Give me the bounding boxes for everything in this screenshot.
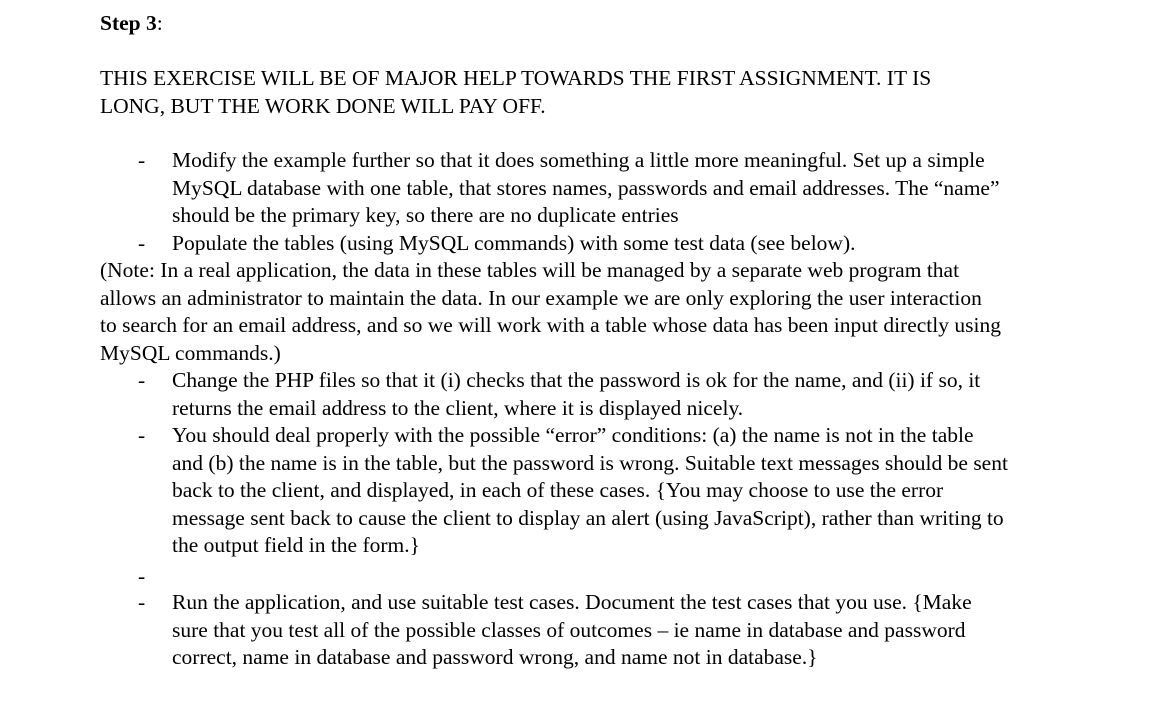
intro-line: THIS EXERCISE WILL BE OF MAJOR HELP TOWARDS THE FIRST ASSIGNMENT. IT IS: [100, 66, 932, 90]
bullet-line: You should deal properly with the possible “error” conditions: (a) the name is not in the table: [172, 423, 974, 447]
bullet-line: Run the application, and use suitable test cases. Document the test cases that you use. {Make: [172, 590, 972, 614]
bullet-text: [172, 230, 1132, 258]
bullet-item: [0, 367, 1162, 422]
bullet-item: [0, 589, 1162, 672]
bullet-item: [0, 147, 1162, 230]
bullet-dash: -: [138, 590, 146, 614]
bullet-line: returns the email address to the client, where it is displayed nicely.: [172, 395, 744, 420]
bullet-dash: -: [138, 230, 146, 255]
bullet-line: correct, name in database and password wrong, and name not in database.}: [172, 645, 818, 669]
note-line: MySQL commands.): [100, 340, 281, 365]
task-block-final: [0, 589, 1162, 672]
task-block-main: [0, 147, 1162, 560]
bullet-line: MySQL database with one table, that stores names, passwords and email addresses. The “name”: [172, 175, 1000, 200]
note-line: (Note: In a real application, the data in these tables will be managed by a separate web program that: [100, 258, 960, 282]
step-heading-label: Step 3: [100, 11, 157, 35]
bullet-dash: -: [138, 368, 146, 392]
bullet-dash: -: [138, 423, 146, 447]
empty-bullet-dash: -: [138, 564, 146, 588]
bullet-line: and (b) the name is in the table, but the password is wrong. Suitable text messages should be sent: [172, 450, 1008, 475]
note-paragraph: [100, 257, 1162, 367]
bullet-dash: -: [138, 148, 146, 172]
bullet-item: [0, 422, 1162, 560]
note-line: allows an administrator to maintain the data. In our example we are only exploring the user interaction: [100, 285, 982, 310]
bullet-line: Change the PHP files so that it (i) checks that the password is ok for the name, and (ii) if so, it: [172, 368, 981, 392]
intro-line: LONG, BUT THE WORK DONE WILL PAY OFF.: [100, 93, 546, 118]
bullet-line: message sent back to cause the client to display an alert (using JavaScript), rather than writing to: [172, 505, 1004, 530]
bullet-item: [0, 230, 1162, 258]
bullet-text: [172, 589, 1132, 672]
bullet-text: [172, 367, 1132, 422]
bullet-text: [172, 147, 1132, 230]
note-line: to search for an email address, and so we will work with a table whose data has been input directly using: [100, 313, 1001, 337]
bullet-text: [172, 422, 1132, 560]
bullet-line: Modify the example further so that it does something a little more meaningful. Set up a simple: [172, 148, 985, 172]
bullet-line: should be the primary key, so there are no duplicate entries: [172, 203, 679, 227]
step-heading-colon: :: [156, 11, 163, 35]
bullet-line: the output field in the form.}: [172, 533, 420, 557]
bullet-line: back to the client, and displayed, in each of these cases. {You may choose to use the error: [172, 478, 944, 502]
bullet-line: Populate the tables (using MySQL commands) with some test data (see below).: [172, 230, 856, 255]
bullet-line: sure that you test all of the possible classes of outcomes – ie name in database and password: [172, 617, 966, 642]
step-heading: [100, 10, 163, 38]
intro-paragraph: [100, 65, 1100, 120]
